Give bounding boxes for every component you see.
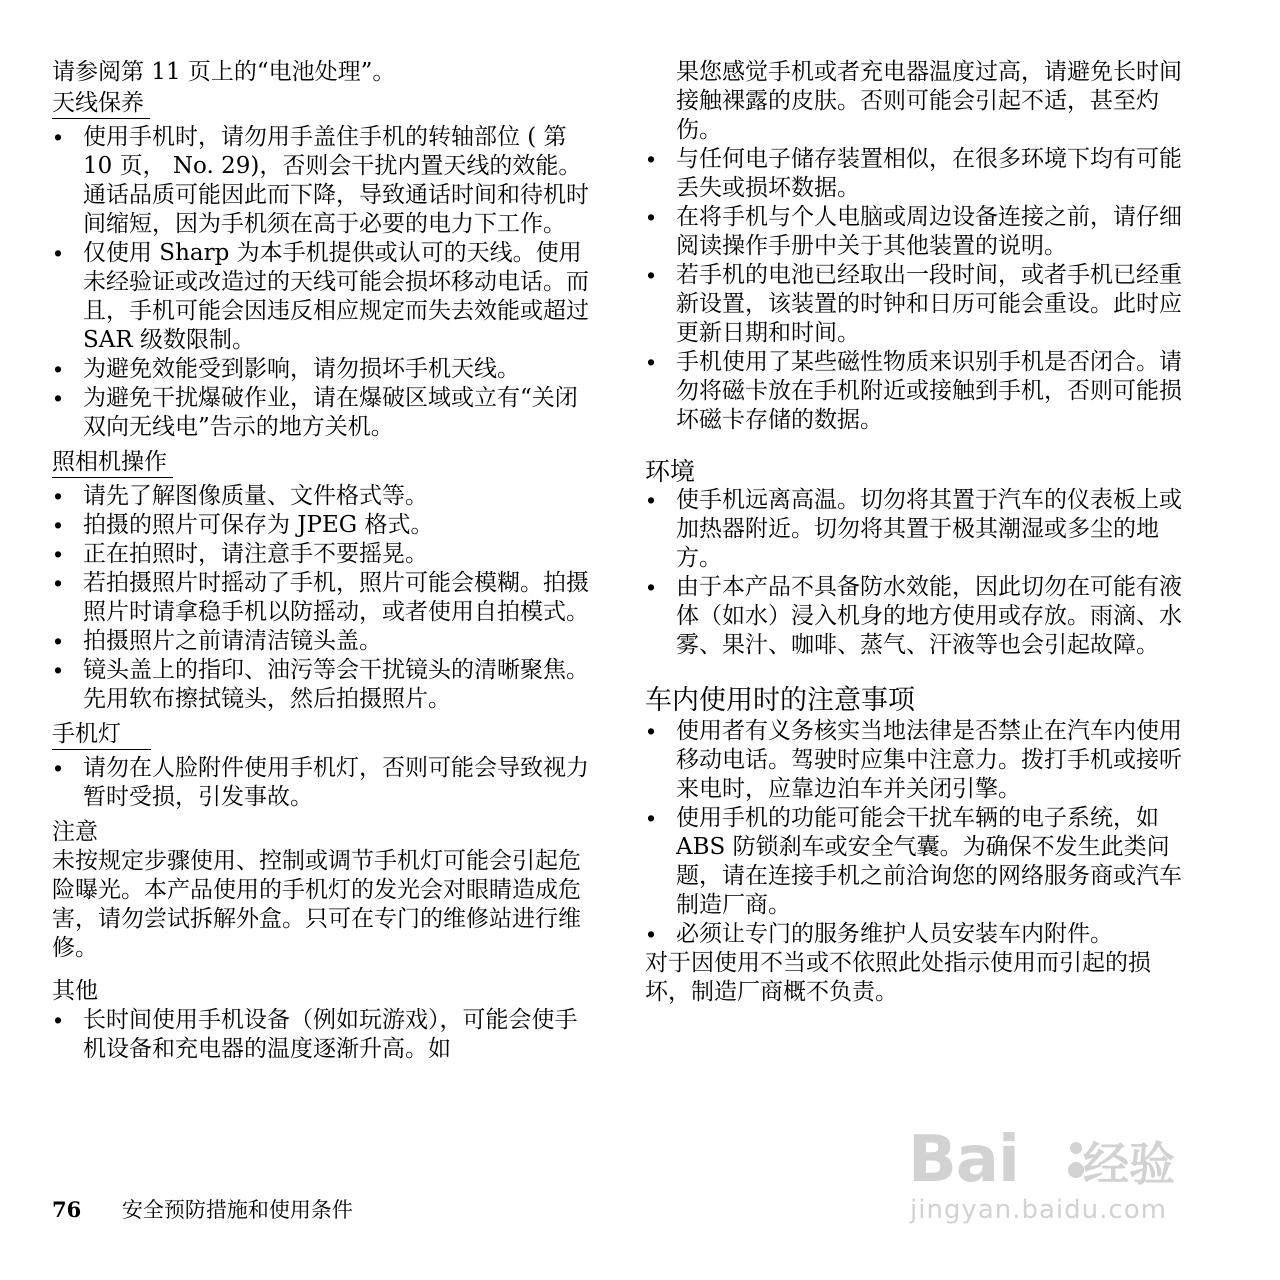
- camera-list: [52, 482, 597, 714]
- list-item: • 请勿在人脸附件使用手机灯，否则可能会导致视力暂时受损，引发事故。: [52, 754, 597, 812]
- list-item: • 使用手机时，请勿用手盖住手机的转轴部位 ( 第 10 页， No. 29)，否则会干扰内置天线的效能。通话品质可能因此而下降，导致通话时间和待机时间缩短，因为手机须在高于必要的电力下工作。: [52, 123, 597, 239]
- list-item: • 使用手机的功能可能会干扰车辆的电子系统，如 ABS 防锁刹车或安全气囊。为确保不发生此类问题，请在连接手机之前洽询您的网络服务商或汽车制造厂商。: [645, 804, 1190, 920]
- antenna-heading: 天线保养: [52, 89, 150, 119]
- list-item: • 拍摄照片之前请清洁镜头盖。: [52, 627, 597, 656]
- list-item: • 镜头盖上的指印、油污等会干扰镜头的清晰聚焦。先用软布擦拭镜头，然后拍摄照片。: [52, 656, 597, 714]
- list-item: • 为避免效能受到影响，请勿损坏手机天线。: [52, 355, 597, 384]
- list-item: • 在将手机与个人电脑或周边设备连接之前，请仔细阅读操作手册中关于其他装置的说明。: [645, 203, 1190, 261]
- list-item: • 使手机远离高温。切勿将其置于汽车的仪表板上或加热器附近。切勿将其置于极其潮湿或多尘的地方。: [645, 486, 1190, 573]
- list-item: • 为避免干扰爆破作业，请在爆破区域或立有“关闭双向无线电”告示的地方关机。: [52, 384, 597, 442]
- environment-list: [645, 486, 1190, 660]
- intro-text: 请参阅第 11 页上的“电池处理”。: [52, 59, 396, 85]
- list-item: • 请先了解图像质量、文件格式等。: [52, 482, 597, 511]
- other-heading: 其他: [52, 978, 98, 1004]
- other-continuation: 果您感觉手机或者充电器温度过高，请避免长时间接触裸露的皮肤。否则可能会引起不适，甚至灼伤。: [676, 59, 1182, 143]
- page-number: 76: [52, 1197, 82, 1222]
- list-item: • 使用者有义务核实当地法律是否禁止在汽车内使用移动电话。驾驶时应集中注意力。拨打手机或接听来电时，应靠边泊车并关闭引擎。: [645, 717, 1190, 804]
- antenna-list: [52, 123, 597, 442]
- left-column: [52, 58, 597, 1064]
- watermark-url: jingyan.baidu.com: [910, 1195, 1167, 1225]
- list-item: • 若拍摄照片时摇动了手机，照片可能会模糊。拍摄照片时请拿稳手机以防摇动，或者使用自拍模式。: [52, 569, 597, 627]
- other-list-continued: [645, 145, 1190, 435]
- watermark-logo-suffix: 经验: [1083, 1137, 1175, 1191]
- right-column: [645, 58, 1190, 1007]
- list-item: • 长时间使用手机设备（例如玩游戏），可能会使手机设备和充电器的温度逐渐升高。如: [52, 1006, 597, 1064]
- list-item: • 由于本产品不具备防水效能，因此切勿在可能有液体（如水）浸入机身的地方使用或存放。雨滴、水雾、果汁、咖啡、蒸气、汗液等也会引起故障。: [645, 573, 1190, 660]
- flashlight-list: [52, 754, 597, 812]
- list-item: • 必须让专门的服务维护人员安装车内附件。: [645, 920, 1190, 949]
- list-item: • 仅使用 Sharp 为本手机提供或认可的天线。使用未经验证或改造过的天线可能会损坏移动电话。而且，手机可能会因违反相应规定而失去效能或超过 SAR 级数限制。: [52, 239, 597, 355]
- vehicle-list: [645, 717, 1190, 949]
- vehicle-heading: 车内使用时的注意事项: [645, 685, 915, 716]
- environment-heading: 环境: [645, 457, 696, 486]
- footer-title: 安全预防措施和使用条件: [121, 1198, 353, 1222]
- caution-heading: 注意: [52, 819, 98, 845]
- list-item: • 正在拍照时，请注意手不要摇晃。: [52, 540, 597, 569]
- baidu-watermark: [908, 1123, 1203, 1226]
- list-item: • 若手机的电池已经取出一段时间，或者手机已经重新设置，该装置的时钟和日历可能会重设。此时应更新日期和时间。: [645, 261, 1190, 348]
- other-list: [52, 1006, 597, 1064]
- camera-heading: 照相机操作: [52, 448, 173, 478]
- caution-text: 未按规定步骤使用、控制或调节手机灯可能会引起危险曝光。本产品使用的手机灯的发光会对眼睛造成危害，请勿尝试拆解外盒。只可在专门的维修站进行维修。: [52, 848, 581, 961]
- page-footer: [52, 1196, 353, 1224]
- list-item: • 与任何电子储存装置相似，在很多环境下均有可能丢失或损坏数据。: [645, 145, 1190, 203]
- vehicle-closing-text: 对于因使用不当或不依照此处指示使用而引起的损坏，制造厂商概不负责。: [645, 950, 1151, 1005]
- list-item: • 拍摄的照片可保存为 JPEG 格式。: [52, 511, 597, 540]
- watermark-logo-text: Bai: [908, 1123, 1019, 1197]
- list-item: • 手机使用了某些磁性物质来识别手机是否闭合。请勿将磁卡放在手机附近或接触到手机，否则可能损坏磁卡存储的数据。: [645, 348, 1190, 435]
- flashlight-heading: 手机灯: [52, 720, 151, 750]
